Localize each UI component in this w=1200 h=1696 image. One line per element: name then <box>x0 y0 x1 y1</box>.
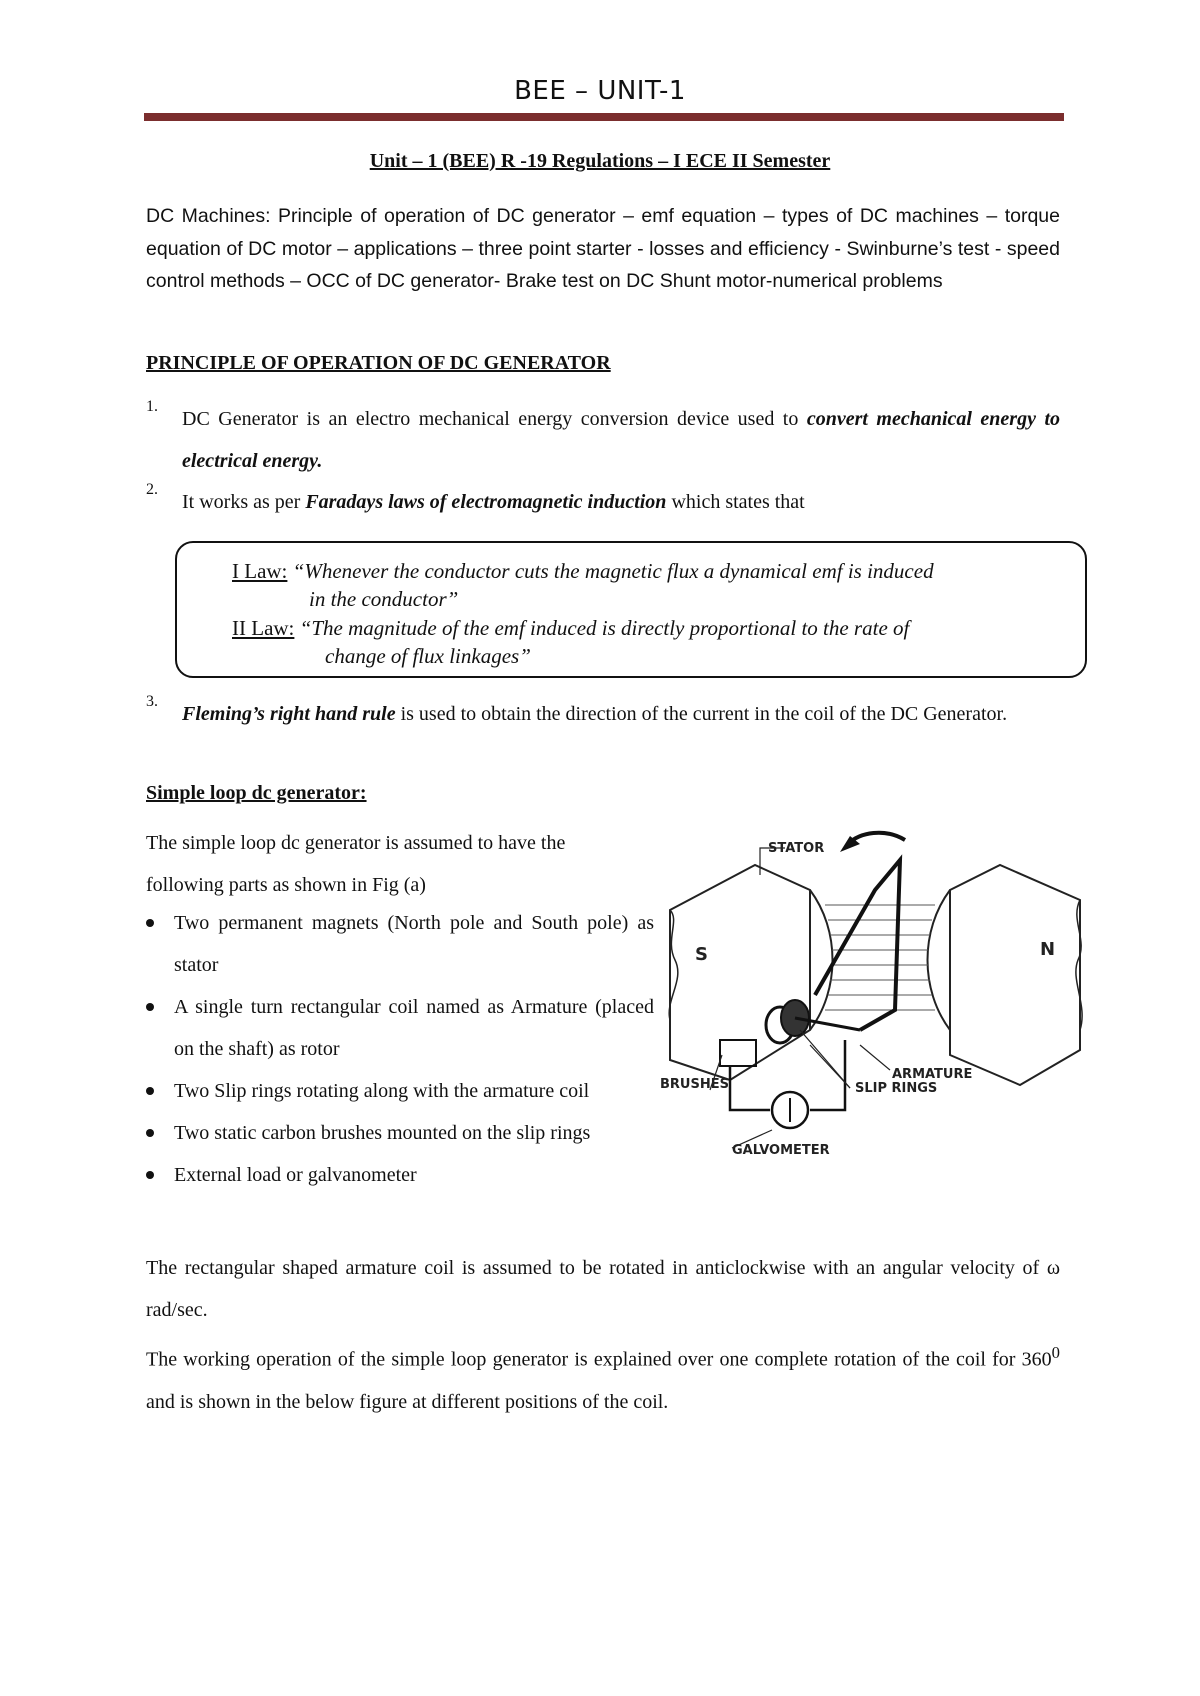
dc-generator-diagram <box>660 830 1090 1160</box>
bullet-dot <box>146 1003 154 1011</box>
bullet-text: External load or galvanometer <box>174 1164 417 1186</box>
faraday-laws-box <box>175 541 1087 678</box>
law-1-tag: I Law: <box>232 559 288 583</box>
dc-generator-figure <box>660 830 1090 1160</box>
law-2 <box>232 616 1067 641</box>
list-item <box>146 1070 654 1112</box>
list-item-2 <box>146 481 1060 523</box>
list-item <box>146 902 654 986</box>
label-s-pole: S <box>695 944 708 965</box>
item-text-tail: is used to obtain the direction of the current in the coil of the DC Generator. <box>395 703 1008 725</box>
header-rule <box>144 113 1064 121</box>
circuit-wire-left <box>730 1066 770 1110</box>
item-emphasis: Fleming’s right hand rule <box>182 703 396 725</box>
item-text-tail: which states that <box>666 491 805 513</box>
south-pole-face <box>810 890 833 1030</box>
item-emphasis: convert mechanical energy to electrical energy. <box>182 408 1061 472</box>
bullet-dot <box>146 1087 154 1095</box>
item-number: 2. <box>146 481 158 498</box>
armature-coil <box>815 860 900 1030</box>
syllabus-intro: DC Machines: Principle of operation of DC generator – emf equation – types of DC machines – torque equation of DC motor – applications – three point starter - losses and efficiency - Swinburne’s test - speed control methods – OCC of DC generator- Brake test on DC Shunt motor-numerical problems <box>146 205 1060 292</box>
label-slip-rings: SLIP RINGS <box>855 1081 938 1096</box>
bullet-text: Two static carbon brushes mounted on the slip rings <box>174 1122 591 1144</box>
list-item-1 <box>146 398 1060 482</box>
law-1 <box>232 559 1067 584</box>
list-item <box>146 986 654 1070</box>
bullet-dot <box>146 1171 154 1179</box>
label-n-pole: N <box>1040 939 1056 960</box>
rotation-paragraph: The rectangular shaped armature coil is assumed to be rotated in anticlockwise with an angular velocity of ω rad/sec. <box>146 1257 1060 1321</box>
list-item-3 <box>146 693 1060 735</box>
bullet-text: A single turn rectangular coil named as Armature (placed on the shaft) as rotor <box>174 996 654 1060</box>
bullet-dot <box>146 919 154 927</box>
law-2-text: “The magnitude of the emf induced is directly proportional to the rate of <box>299 616 910 640</box>
item-text: It works as per <box>182 491 306 513</box>
bullet-text: Two Slip rings rotating along with the armature coil <box>174 1080 590 1102</box>
bullet-text: Two permanent magnets (North pole and South pole) as stator <box>174 912 654 976</box>
section-heading: PRINCIPLE OF OPERATION OF DC GENERATOR <box>146 352 611 374</box>
law-2-tag: II Law: <box>232 616 295 640</box>
label-galvometer: GALVOMETER <box>732 1143 830 1158</box>
north-magnet <box>950 865 1080 1085</box>
law-2-continuation: change of flux linkages” <box>325 644 531 668</box>
south-magnet <box>670 865 810 1080</box>
item-number: 3. <box>146 693 158 710</box>
simple-loop-lead: The simple loop dc generator is assumed to have the following parts as shown in Fig (a) <box>146 832 566 896</box>
item-emphasis: Faradays laws of electromagnetic induction <box>305 491 667 513</box>
unit-subtitle: Unit – 1 (BEE) R -19 Regulations – I ECE II Semester <box>369 150 831 172</box>
list-item <box>146 1154 774 1196</box>
page-header: BEE – UNIT-1 <box>514 76 686 106</box>
north-pole-face <box>928 890 951 1030</box>
law-1-continuation: in the conductor” <box>309 587 459 611</box>
label-brushes: BRUSHES <box>660 1077 729 1092</box>
operation-text: The working operation of the simple loop generator is explained over one complete rotation of the coil for 360 <box>146 1348 1052 1371</box>
degree-superscript: 0 <box>1051 1343 1060 1362</box>
law-1-text: “Whenever the conductor cuts the magnetic flux a dynamical emf is induced <box>292 559 934 583</box>
label-stator: STATOR <box>768 841 825 856</box>
bullet-dot <box>146 1129 154 1137</box>
simple-loop-heading: Simple loop dc generator: <box>146 782 367 804</box>
item-text: DC Generator is an electro mechanical energy conversion device used to <box>182 408 807 430</box>
label-armature: ARMATURE <box>892 1067 973 1082</box>
brush-block <box>720 1040 756 1066</box>
operation-paragraph <box>146 1332 1060 1423</box>
item-number: 1. <box>146 398 158 415</box>
flux-lines <box>825 905 935 1010</box>
operation-text-tail: and is shown in the below figure at different positions of the coil. <box>146 1390 669 1413</box>
